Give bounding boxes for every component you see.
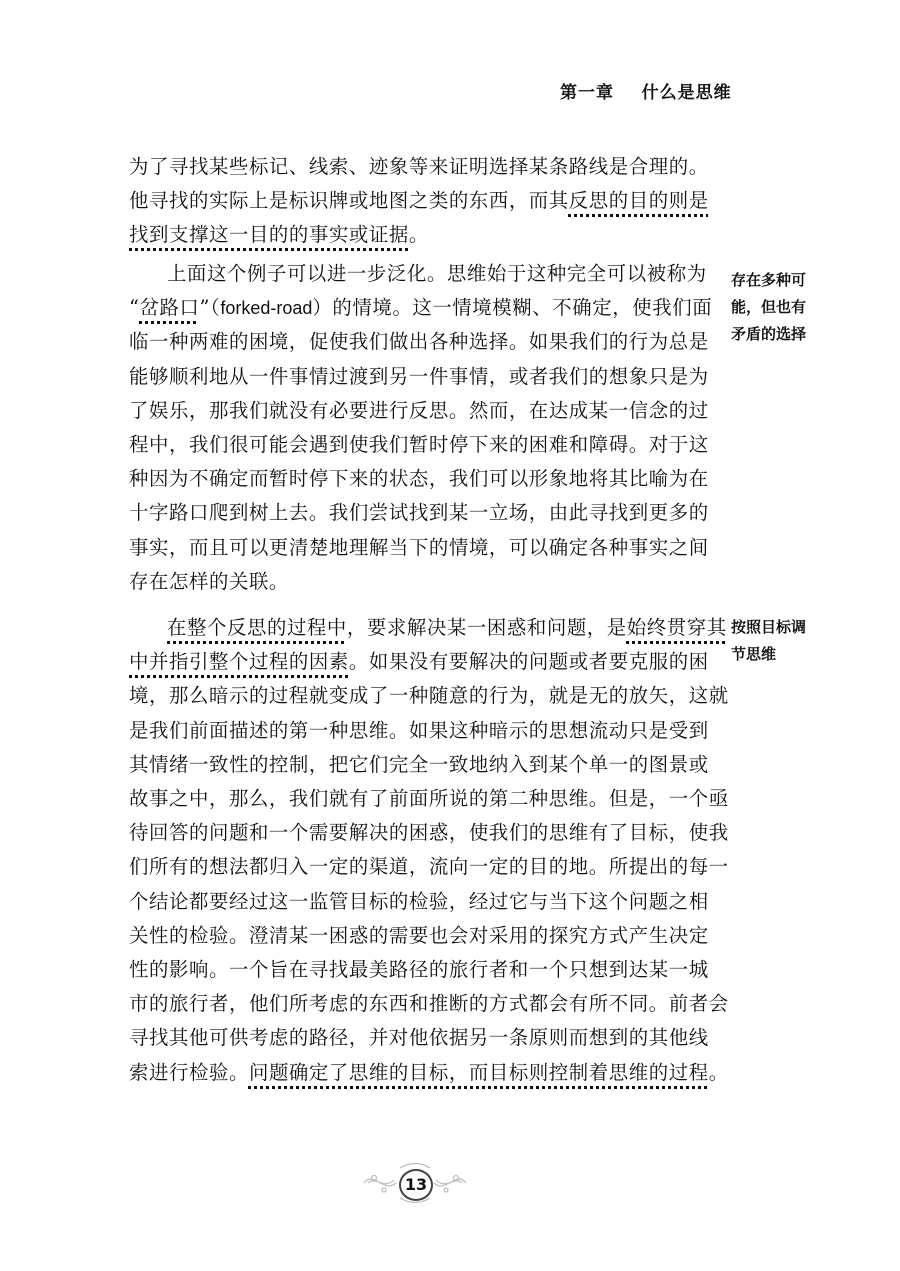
- text-run: 境，那么暗示的过程就变成了一种随意的行为，就是无的放矢，这就: [129, 684, 729, 708]
- text-line: [129, 990, 729, 1018]
- text-run: 他寻找的实际上是标识牌或地图之类的东西，而其: [129, 189, 569, 213]
- emphasized-text: 找到支撑这一目的的事实或证据: [129, 223, 409, 247]
- text-run: 能够顺利地从一件事情过渡到另一件事情，或者我们的想象只是为: [129, 364, 709, 388]
- text-line: [129, 853, 729, 881]
- text-line: [129, 888, 709, 916]
- text-run: ）的情境。这一情境模糊、不确定，使我们面: [312, 296, 713, 320]
- text-line: [129, 534, 709, 562]
- text-run: 十字路口爬到树上去。我们尝试找到某一立场，由此寻找到更多的: [129, 501, 709, 525]
- text-run: 性的影响。一个旨在寻找最美路径的旅行者和一个只想到达某一城: [129, 958, 709, 981]
- text-line: [129, 785, 729, 813]
- text-run: 。: [708, 1060, 729, 1084]
- text-line: [129, 614, 727, 642]
- text-run: 事实，而且可以更清楚地理解当下的情境，可以确定各种事实之间: [129, 535, 709, 559]
- text-line: [129, 363, 709, 391]
- text-run: 待回答的问题和一个需要解决的困惑，使我们的思维有了目标，使我: [129, 821, 729, 845]
- text-run: 。: [408, 223, 429, 247]
- text-line: [129, 751, 709, 779]
- text-line: [129, 260, 709, 288]
- margin-note-line: 节思维: [731, 645, 777, 663]
- text-run: 上面这个例子可以进一步泛化。思维始于这种完全可以被称为: [167, 262, 707, 285]
- margin-note-line: 按照目标调: [731, 618, 807, 636]
- text-run: 个结论都要经过这一监管目标的检验，经过它与当下这个问题之相: [129, 889, 709, 913]
- text-run: 。如果没有要解决的问题或者要克服的困: [348, 650, 709, 674]
- text-line: [129, 397, 709, 425]
- text-run: 程中，我们很可能会遇到使我们暂时停下来的困难和障碍。对于这: [129, 433, 709, 456]
- margin-note: [731, 614, 841, 668]
- page-folio: [360, 1160, 470, 1206]
- text-run: 索进行检验。: [129, 1060, 249, 1084]
- margin-note-line: 存在多种可: [731, 271, 807, 289]
- text-line: [129, 1059, 729, 1087]
- text-line: [129, 717, 709, 745]
- text-line: [129, 431, 709, 459]
- text-run: ”（: [199, 296, 221, 320]
- text-run: 为了寻找某些标记、线索、迹象等来证明选择某条路线是合理的。: [129, 155, 709, 178]
- page-number: 13: [399, 1169, 433, 1201]
- text-line: [129, 1024, 709, 1052]
- text-line: [129, 294, 713, 322]
- emphasized-text: 问题确定了思维的目标，而目标则控制着思维的过程: [248, 1060, 709, 1084]
- text-line: [129, 465, 709, 493]
- text-run: 关性的检验。澄清某一困惑的需要也会对采用的探究方式产生决定: [129, 923, 709, 947]
- emphasized-text: 岔路口: [139, 296, 200, 320]
- margin-note-line: 矛盾的选择: [731, 325, 807, 343]
- margin-note-line: 能，但也有: [731, 298, 807, 316]
- text-line: [129, 648, 709, 676]
- text-line: [129, 682, 729, 710]
- text-run: 种因为不确定而暂时停下来的状态，我们可以形象地将其比喻为在: [129, 467, 709, 491]
- text-line: [129, 499, 709, 527]
- text-line: [129, 221, 709, 249]
- text-run: 故事之中，那么，我们就有了前面所说的第二种思维。但是，一个亟: [129, 787, 729, 810]
- text-run: 市的旅行者，他们所考虑的东西和推断的方式都会有所不同。前者会: [129, 992, 729, 1016]
- text-line: [129, 956, 709, 984]
- text-run: 其情绪一致性的控制，把它们完全一致地纳入到某个单一的图景或: [129, 752, 709, 776]
- emphasized-text: 中并指引整个过程的因素: [129, 650, 349, 674]
- text-line: [129, 922, 709, 950]
- text-line: [129, 187, 709, 215]
- emphasized-text: 在整个反思的过程中: [167, 616, 347, 639]
- text-run: 是我们前面描述的第一种思维。如果这种暗示的思想流动只是受到: [129, 718, 709, 742]
- text-run: 们所有的想法都归入一定的渠道，流向一定的目的地。所提出的每一: [129, 855, 729, 879]
- text-line: [129, 819, 729, 847]
- text-run: 了娱乐，那我们就没有必要进行反思。然而，在达成某一信念的过: [129, 398, 709, 422]
- text-line: [129, 328, 709, 356]
- text-run: “: [129, 296, 140, 320]
- running-header: 第一章 什么是思维: [560, 83, 732, 103]
- text-line: [129, 153, 709, 181]
- emphasized-text: 始终贯穿其: [626, 616, 727, 639]
- text-run: 寻找其他可供考虑的路径，并对他依据另一条原则而想到的其他线: [129, 1026, 709, 1050]
- text-run: forked-road: [220, 298, 313, 319]
- text-run: ，要求解决某一困惑和问题，是: [346, 616, 627, 639]
- emphasized-text: 反思的目的则是: [568, 189, 709, 213]
- text-run: 临一种两难的困境，促使我们做出各种选择。如果我们的行为总是: [129, 330, 709, 354]
- text-line: [129, 568, 709, 596]
- text-run: 存在怎样的关联。: [129, 569, 289, 593]
- margin-note: [731, 267, 841, 348]
